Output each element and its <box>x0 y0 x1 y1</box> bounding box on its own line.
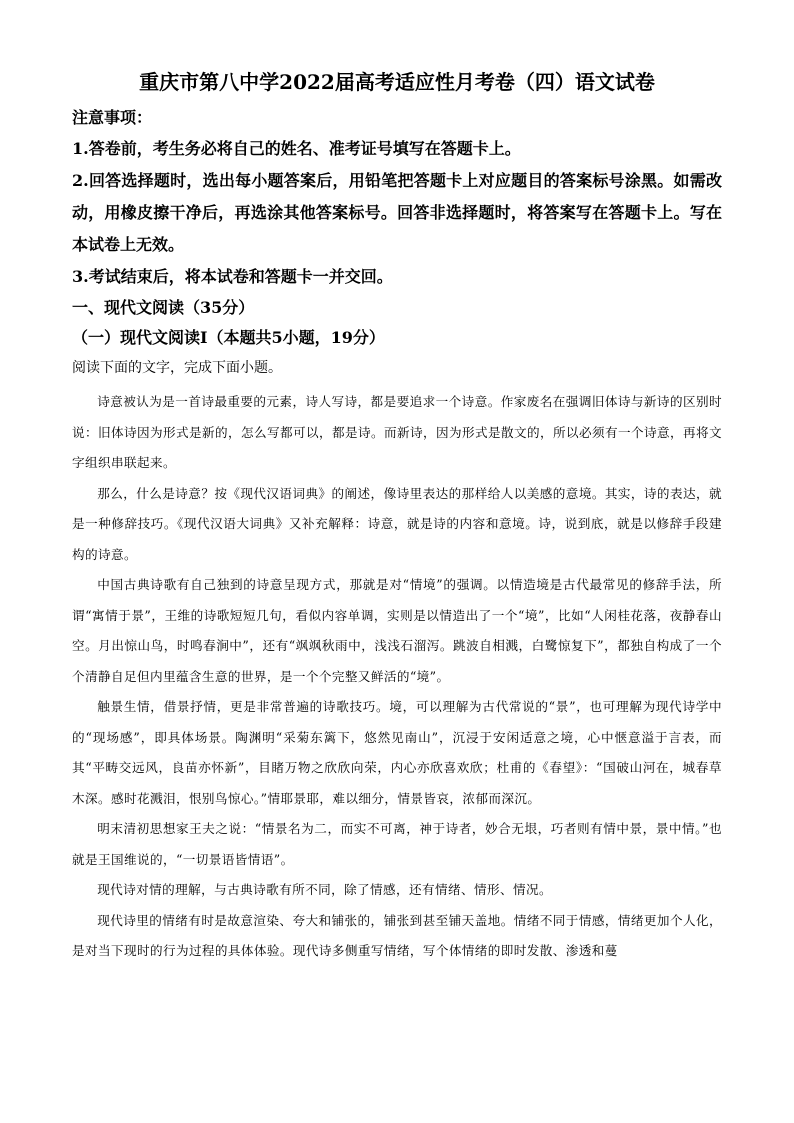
passage-paragraph-7: 现代诗里的情绪有时是故意渲染、夸大和铺张的，铺张到甚至铺天盖地。情绪不同于情感，情绪更加个人化，是对当下现时的行为过程的具体体验。现代诗多侧重写情绪，写个体情绪的即时发散、渗透和蔓 <box>72 912 722 958</box>
subsection-heading: （一）现代文阅读Ⅰ（本题共5小题，19分） <box>72 328 385 347</box>
note-item-2: 2.回答选择题时，选出每小题答案后，用铅笔把答题卡上对应题目的答案标号涂黑。如需改动，用橡皮擦干净后，再选涂其他答案标号。回答非选择题时，将答案写在答题卡上。写在本试卷上无效。 <box>72 171 722 254</box>
passage-paragraph-6: 现代诗对情的理解，与古典诗歌有所不同，除了情感，还有情绪、情形、情况。 <box>97 882 552 897</box>
passage-paragraph-3: 中国古典诗歌有自己独到的诗意呈现方式，那就是对“情境”的强调。以情造境是古代最常见的修辞手法，所谓“寓情于景”，王维的诗歌短短几句，看似内容单调，实则是以情造出了一个“境”，比如“人闲桂花落，夜静春山空。月出惊山鸟，时鸣春涧中”，还有“飒飒秋雨中，浅浅石溜泻。跳波自相溅，白鹭惊复下”，都独自构成了一个个清静自足但内里蕴含生意的世界，是一个个完整又鲜活的“境”。 <box>72 577 722 684</box>
notes-heading: 注意事项： <box>72 108 153 127</box>
exam-title: 重庆市第八中学2022届高考适应性月考卷（四）语文试卷 <box>139 70 655 94</box>
section-heading: 一、现代文阅读（35分） <box>72 298 255 317</box>
passage-paragraph-4: 触景生情，借景抒情，更是非常普遍的诗歌技巧。境，可以理解为古代常说的“景”，也可理解为现代诗学中的“现场感”，即具体场景。陶渊明“采菊东篱下，悠然见南山”，沉浸于安闲适意之境，心中惬意溢于言表，而其“平畴交远风，良苗亦怀新”，目睹万物之欣欣向荣，内心亦欣喜欢欣；杜甫的《春望》：“国破山河在，城春草木深。感时花溅泪，恨别鸟惊心。”情耶景耶，难以细分，情景皆哀，浓郁而深沉。 <box>72 699 722 806</box>
reading-instruction: 阅读下面的文字，完成下面小题。 <box>72 360 282 376</box>
note-item-1: 1.答卷前，考生务必将自己的姓名、准考证号填写在答题卡上。 <box>72 139 521 158</box>
exam-page <box>72 68 722 967</box>
note-item-3: 3.考试结束后，将本试卷和答题卡一并交回。 <box>72 267 393 286</box>
passage-paragraph-2: 那么，什么是诗意？按《现代汉语词典》的阐述，像诗里表达的那样给人以美感的意境。其实，诗的表达，就是一种修辞技巧。《现代汉语大词典》又补充解释：诗意，就是诗的内容和意境。诗，说到底，就是以修辞手段建构的诗意。 <box>72 485 722 562</box>
passage-paragraph-5: 明末清初思想家王夫之说：“情景名为二，而实不可离，神于诗者，妙合无垠，巧者则有情中景，景中情。”也就是王国维说的，“一切景语皆情语”。 <box>72 821 722 867</box>
passage-paragraph-1: 诗意被认为是一首诗最重要的元素，诗人写诗，都是要追求一个诗意。作家废名在强调旧体诗与新诗的区别时说：旧体诗因为形式是新的，怎么写都可以，都是诗。而新诗，因为形式是散文的，所以必须有一个诗意，再将文字组织串联起来。 <box>72 394 722 470</box>
